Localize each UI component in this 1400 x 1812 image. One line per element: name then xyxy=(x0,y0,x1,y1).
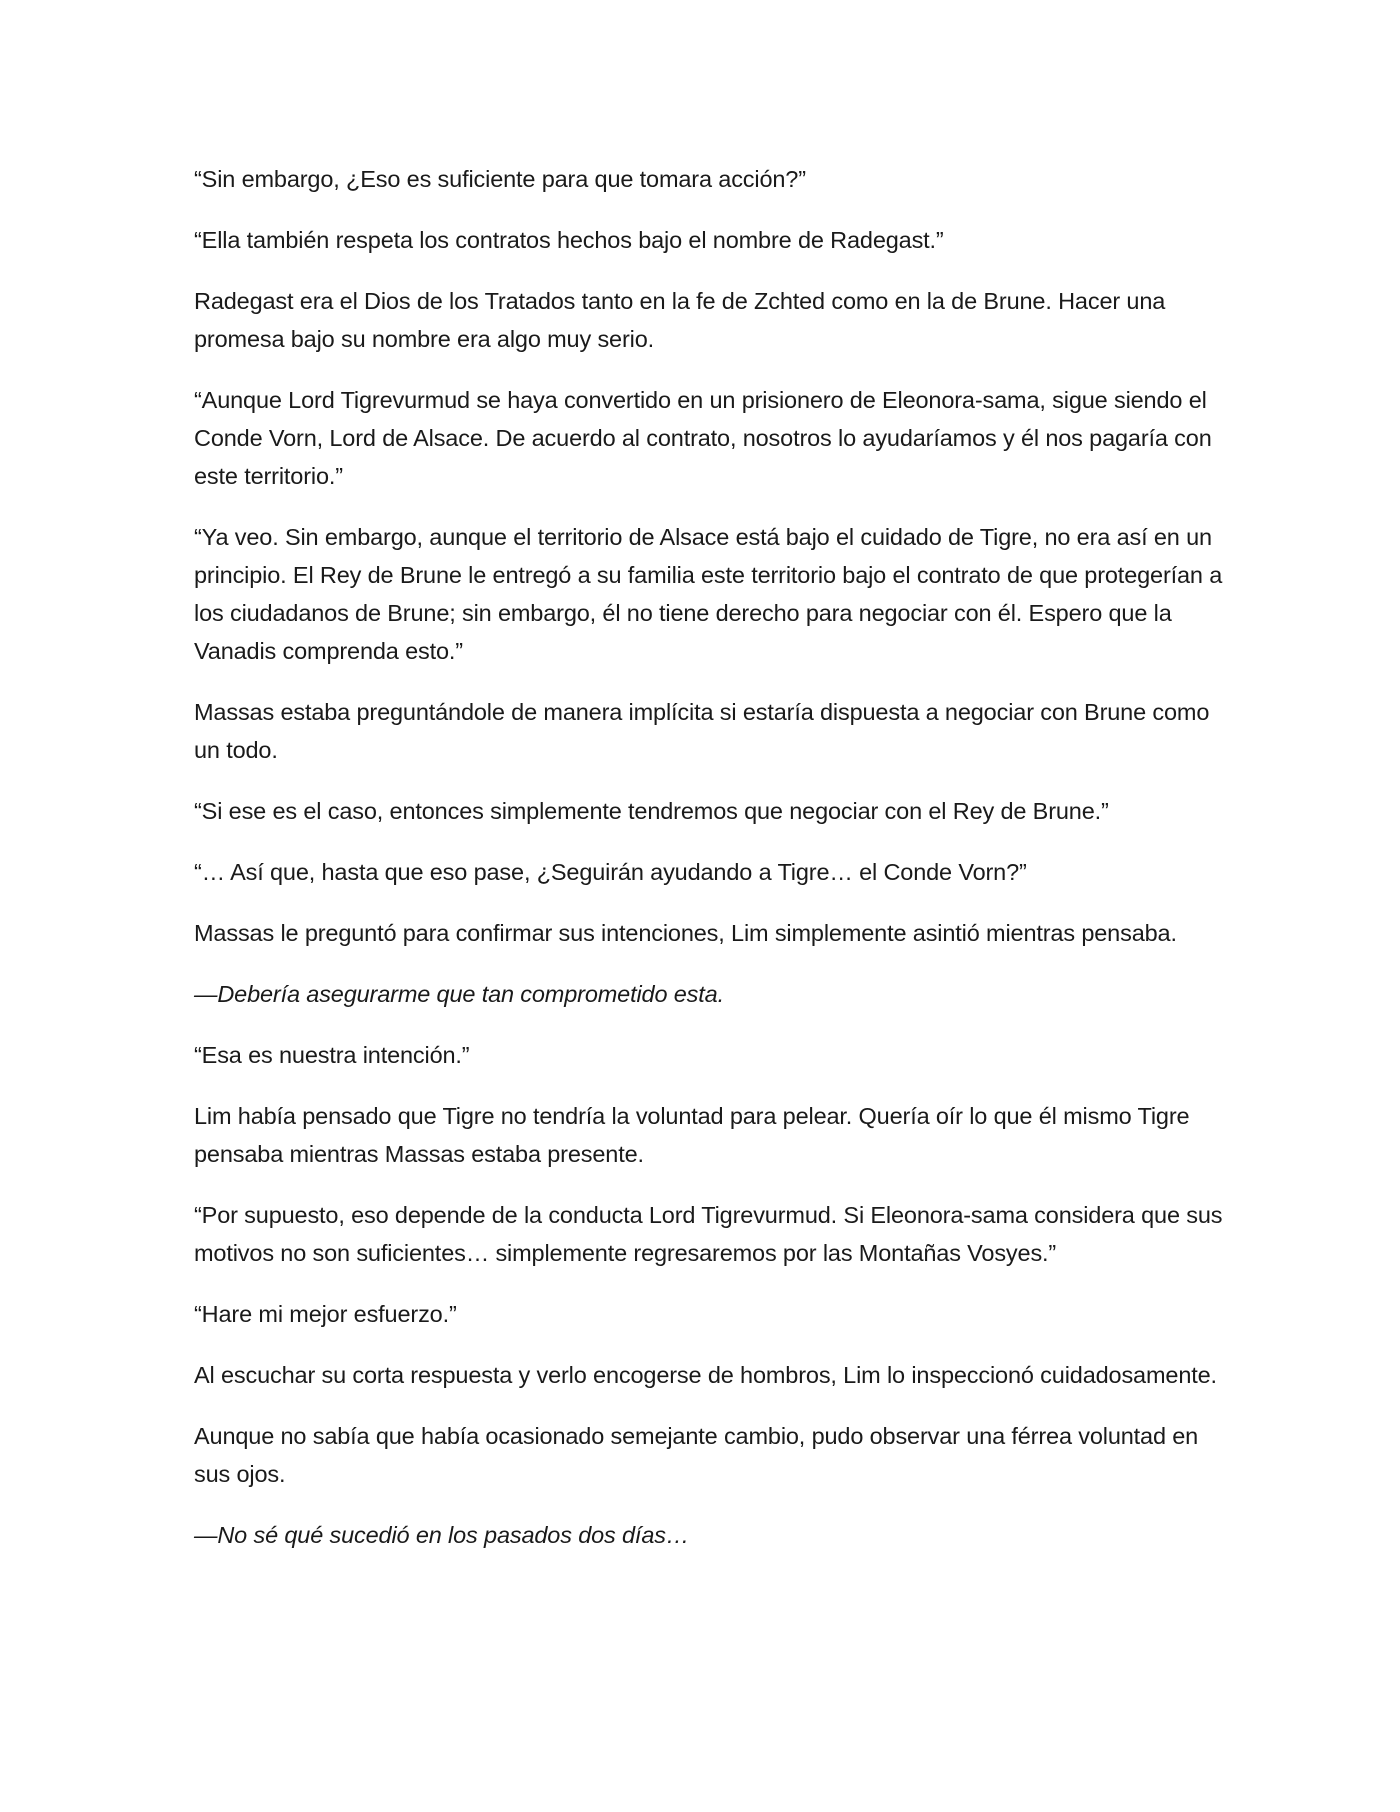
paragraph: Massas estaba preguntándole de manera implícita si estaría dispuesta a negociar con Brune como un todo. xyxy=(194,699,1210,763)
paragraph: Massas le preguntó para confirmar sus intenciones, Lim simplemente asintió mientras pensaba. xyxy=(194,920,1177,946)
paragraph: “Aunque Lord Tigrevurmud se haya convertido en un prisionero de Eleonora-sama, sigue siendo el Conde Vorn, Lord de Alsace. De acuerdo al contrato, nosotros lo ayudaríamos y él nos pagaría con este territorio.” xyxy=(194,387,1212,489)
paragraph: “Hare mi mejor esfuerzo.” xyxy=(194,1301,457,1327)
paragraph: “… Así que, hasta que eso pase, ¿Seguirán ayudando a Tigre… el Conde Vorn?” xyxy=(194,859,1027,885)
paragraph: “Ya veo. Sin embargo, aunque el territorio de Alsace está bajo el cuidado de Tigre, no era así en un principio. El Rey de Brune le entregó a su familia este territorio bajo el contrato de que protegerían a los ciudadanos de Brune; sin embargo, él no tiene derecho para negociar con él. Espero que la Vanadis comprenda esto.” xyxy=(194,524,1223,664)
paragraph: Lim había pensado que Tigre no tendría la voluntad para pelear. Quería oír lo que él mismo Tigre pensaba mientras Massas estaba presente. xyxy=(194,1103,1190,1167)
thought-paragraph: —Debería asegurarme que tan comprometido esta. xyxy=(194,981,724,1007)
paragraph: “Esa es nuestra intención.” xyxy=(194,1042,470,1068)
paragraph: “Por supuesto, eso depende de la conducta Lord Tigrevurmud. Si Eleonora-sama considera que sus motivos no son suficientes… simplemente regresaremos por las Montañas Vosyes.” xyxy=(194,1202,1223,1266)
paragraph: “Si ese es el caso, entonces simplemente tendremos que negociar con el Rey de Brune.” xyxy=(194,798,1109,824)
paragraph: Aunque no sabía que había ocasionado semejante cambio, pudo observar una férrea voluntad en sus ojos. xyxy=(194,1423,1199,1487)
paragraph: Radegast era el Dios de los Tratados tanto en la fe de Zchted como en la de Brune. Hacer una promesa bajo su nombre era algo muy serio. xyxy=(194,288,1166,352)
thought-paragraph: —No sé qué sucedió en los pasados dos días… xyxy=(194,1522,690,1548)
paragraph: “Ella también respeta los contratos hechos bajo el nombre de Radegast.” xyxy=(194,227,944,253)
document-body xyxy=(194,160,1234,1577)
paragraph: “Sin embargo, ¿Eso es suficiente para que tomara acción?” xyxy=(194,166,806,192)
paragraph: Al escuchar su corta respuesta y verlo encogerse de hombros, Lim lo inspeccionó cuidadosamente. xyxy=(194,1362,1217,1388)
